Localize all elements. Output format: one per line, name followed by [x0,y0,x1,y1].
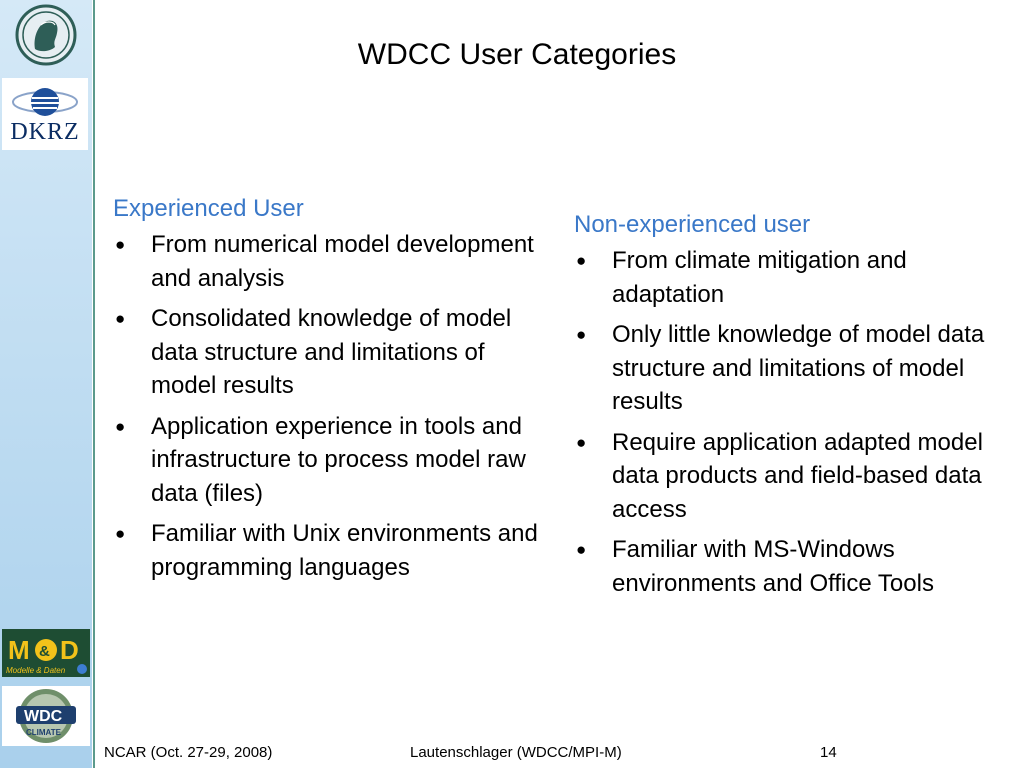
list-item-text: From climate mitigation and adaptation [612,247,907,308]
bullet-icon: ● [576,251,587,270]
list-item-text: Application experience in tools and infrastructure to process model raw data (files) [151,412,526,507]
svg-text:&: & [39,643,50,660]
column-heading: Experienced User [113,195,304,222]
list-item [113,517,543,584]
bullet-icon: ● [576,432,587,452]
bullet-icon: ● [115,309,126,328]
page-number: 14 [820,744,837,761]
svg-text:Modelle & Daten: Modelle & Daten [6,666,66,675]
list-item [574,318,1004,419]
list-item-text: Require application adapted model data products and field-based data access [612,428,983,523]
list-item-text: Only little knowledge of model data structure and limitations of model results [612,321,985,415]
minerva-head-icon [8,2,84,68]
bullet-icon: ● [115,235,126,254]
bullet-list [113,228,543,584]
bullet-icon: ● [576,540,587,559]
svg-text:CLIMATE: CLIMATE [26,728,61,737]
non-experienced-user-column [574,210,1004,607]
column-heading: Non-experienced user [574,211,811,238]
bullet-icon: ● [115,416,126,436]
list-item-text: Familiar with Unix environments and programming languages [151,520,538,581]
svg-text:D: D [60,635,79,665]
wdc-climate-icon [2,686,90,746]
md-logo-icon [2,629,90,677]
bullet-list [574,244,1004,600]
dkrz-logo-text: DKRZ [10,119,80,145]
list-item [574,533,1004,600]
dkrz-globe-icon [10,84,80,120]
list-item [113,410,543,511]
slide-title: WDCC User Categories [357,38,677,71]
list-item [574,426,1004,527]
experienced-user-column [113,194,543,591]
bullet-icon: ● [576,325,587,344]
list-item [113,228,543,295]
sidebar-divider [93,0,95,768]
dkrz-logo [2,78,88,150]
list-item-text: Consolidated knowledge of model data structure and limitations of model results [151,305,512,399]
footer-event: NCAR (Oct. 27-29, 2008) [104,744,273,761]
list-item-text: Familiar with MS-Windows environments and Office Tools [612,536,934,597]
list-item [574,244,1004,311]
footer-author: Lautenschlager (WDCC/MPI-M) [410,744,622,761]
list-item [113,302,543,403]
svg-text:M: M [8,635,30,665]
bullet-icon: ● [115,524,126,543]
svg-text:WDC: WDC [24,708,63,725]
list-item-text: From numerical model development and analysis [151,231,534,292]
